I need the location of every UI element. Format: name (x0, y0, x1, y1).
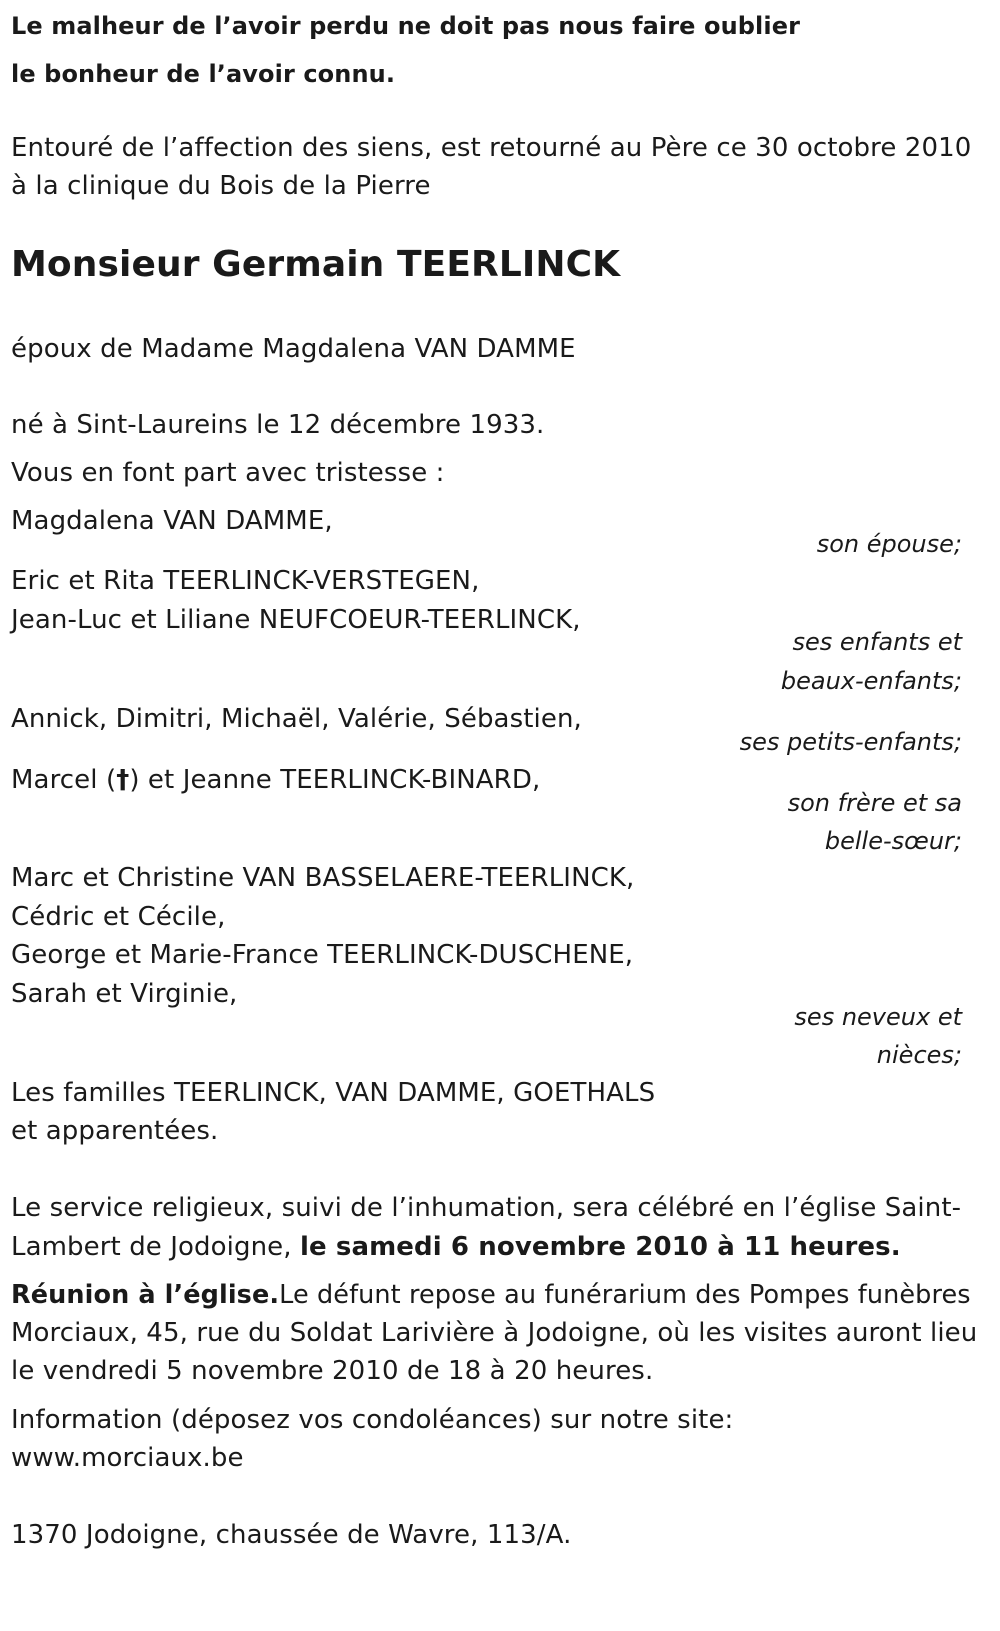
service-line-4: Morciaux, 45, rue du Soldat Larivière à Jodoigne, où les visites auront lieu (11, 1318, 978, 1348)
mourner-nephew-4: Sarah et Virginie, (11, 979, 238, 1009)
quote-line-1: Le malheur de l’avoir perdu ne doit pas nous faire oublier (11, 12, 801, 40)
announcement: Vous en font part avec tristesse : (11, 458, 445, 488)
mourner-nephew-2: Cédric et Cécile, (11, 902, 226, 932)
relation-children-1: ses enfants et (792, 628, 962, 656)
service-date: le samedi 6 novembre 2010 à 11 heures. (299, 1232, 901, 1262)
relation-nephews-2: nièces; (876, 1041, 962, 1069)
relation-nephews-1: ses neveux et (794, 1003, 962, 1031)
mourner-nephew-1: Marc et Christine VAN BASSELAERE-TEERLINCK, (11, 863, 635, 893)
website-link[interactable]: www.morciaux.be (11, 1443, 244, 1473)
mourner-spouse: Magdalena VAN DAMME, (11, 506, 333, 536)
address: 1370 Jodoigne, chaussée de Wavre, 113/A. (11, 1520, 572, 1550)
intro-line-1: Entouré de l’affection des siens, est retourné au Père ce 30 octobre 2010 (11, 133, 972, 163)
service-location: Lambert de Jodoigne, (11, 1232, 300, 1262)
relation-grandchildren: ses petits-enfants; (739, 728, 962, 756)
reunion-note: Réunion à l’église. (11, 1280, 280, 1310)
sibling-text-after: ) et Jeanne TEERLINCK-BINARD, (129, 765, 541, 795)
deceased-name: Monsieur Germain TEERLINCK (11, 244, 621, 285)
families-line-1: Les familles TEERLINCK, VAN DAMME, GOETHALS (11, 1078, 656, 1108)
mourner-child-1: Eric et Rita TEERLINCK-VERSTEGEN, (11, 566, 480, 596)
funeral-home-text: Le défunt repose au funérarium des Pompes funèbres (279, 1280, 971, 1310)
service-line-3 (11, 1275, 971, 1315)
relation-spouse: son épouse; (816, 530, 962, 558)
intro-line-2: à la clinique du Bois de la Pierre (11, 171, 431, 201)
relation-children-2: beaux-enfants; (780, 667, 962, 695)
mourner-nephew-3: George et Marie-France TEERLINCK-DUSCHENE, (11, 940, 634, 970)
relation-sibling-1: son frère et sa (787, 789, 962, 817)
service-line-1: Le service religieux, suivi de l’inhumation, sera célébré en l’église Saint- (11, 1193, 962, 1223)
families-line-2: et apparentées. (11, 1116, 219, 1146)
birth-line: né à Sint-Laureins le 12 décembre 1933. (11, 410, 545, 440)
info-line: Information (déposez vos condoléances) sur notre site: (11, 1405, 734, 1435)
spouse-line: époux de Madame Magdalena VAN DAMME (11, 334, 576, 364)
sibling-text-before: Marcel ( (11, 765, 117, 795)
quote-line-2: le bonheur de l’avoir connu. (11, 60, 396, 88)
relation-sibling-2: belle-sœur; (824, 827, 962, 855)
mourner-sibling (11, 760, 540, 800)
service-line-2 (11, 1227, 901, 1267)
service-line-5: le vendredi 5 novembre 2010 de 18 à 20 heures. (11, 1356, 654, 1386)
mourner-grandchildren: Annick, Dimitri, Michaël, Valérie, Sébastien, (11, 704, 582, 734)
mourner-child-2: Jean-Luc et Liliane NEUFCOEUR-TEERLINCK, (11, 605, 581, 635)
cross-icon: † (116, 765, 130, 795)
